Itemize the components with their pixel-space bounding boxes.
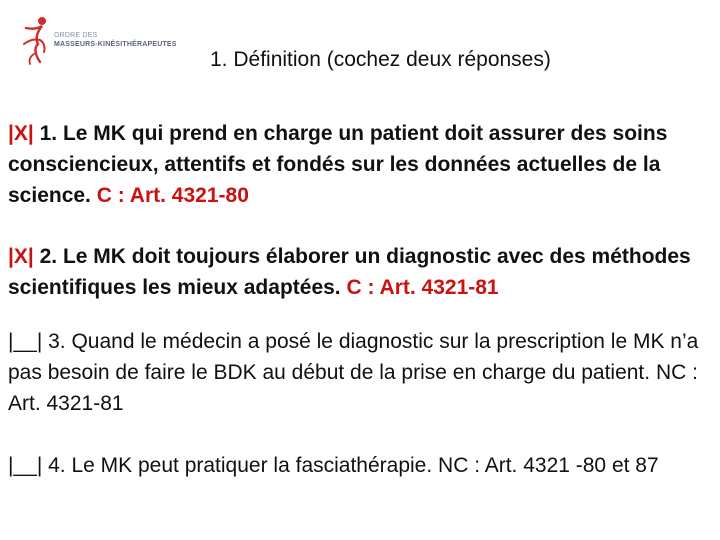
- answer-item-1: [8, 118, 712, 211]
- answer-text: 4. Le MK peut pratiquer la fasciathérapie.: [48, 454, 433, 477]
- answer-text: 3. Quand le médecin a posé le diagnostic sur la prescription le MK n’a pas besoin de faire le BDK au début de la prise en charge du patient.: [8, 330, 699, 384]
- logo-line1: ORDRE DES: [54, 32, 98, 39]
- checkbox-checked[interactable]: |X|: [8, 122, 34, 145]
- ordre-logo-icon: [20, 14, 52, 66]
- answer-text: 1. Le MK qui prend en charge un patient doit assurer des soins consciencieux, attentifs et fondés sur les données actuelles de la science.: [8, 122, 668, 207]
- article-reference: NC : Art. 4321 -80 et 87: [438, 454, 659, 477]
- logo-line2: MASSEURS-KINÉSITHÉRAPEUTES: [54, 41, 177, 48]
- answer-text: 2. Le MK doit toujours élaborer un diagnostic avec des méthodes scientifiques les mieux adaptées.: [8, 245, 691, 299]
- section-title: 1. Définition (cochez deux réponses): [210, 48, 551, 71]
- answer-item-4: [8, 450, 712, 481]
- article-reference: C : Art. 4321-81: [346, 276, 499, 299]
- ordre-logo: [20, 14, 190, 66]
- answer-item-3: [8, 326, 712, 419]
- checkbox-empty[interactable]: |__|: [8, 454, 43, 477]
- checkbox-empty[interactable]: |__|: [8, 330, 43, 353]
- answer-item-2: [8, 241, 712, 303]
- checkbox-checked[interactable]: |X|: [8, 245, 34, 268]
- article-reference: NC : Art. 4321-81: [8, 361, 698, 415]
- article-reference: C : Art. 4321-80: [96, 184, 249, 207]
